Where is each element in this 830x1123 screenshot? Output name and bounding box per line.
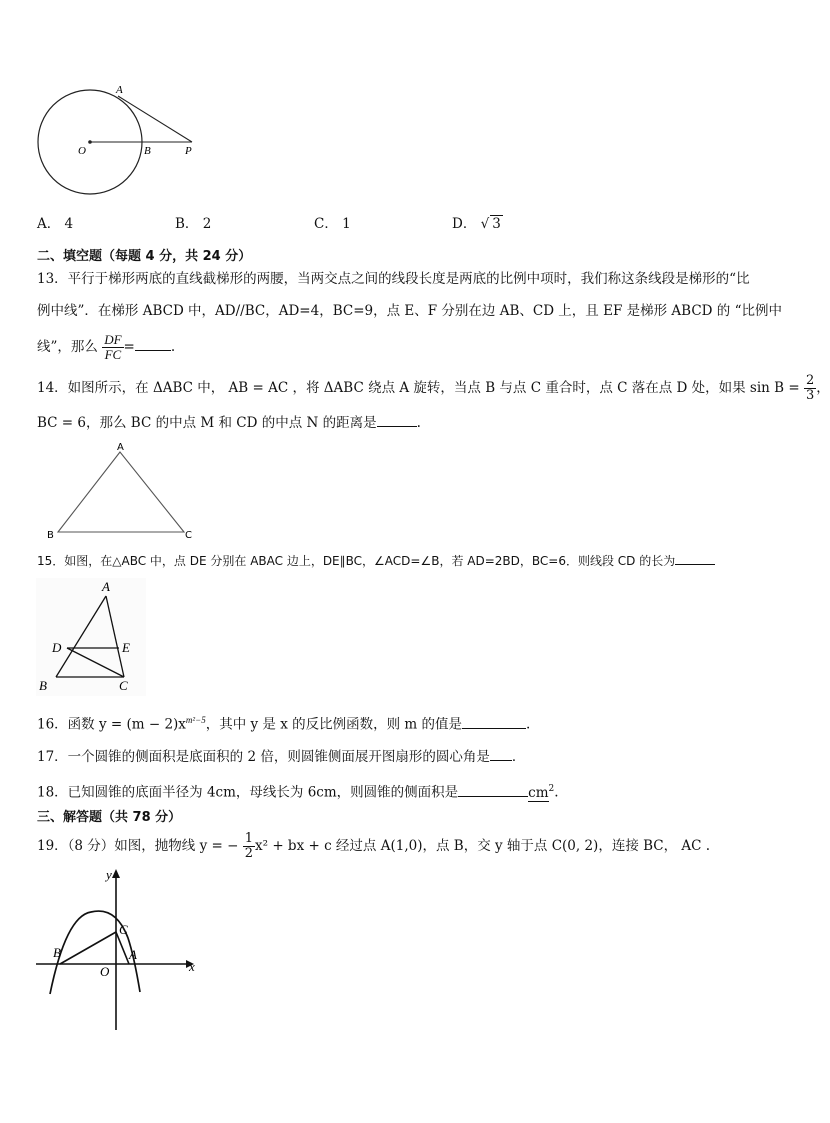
label-x: x <box>189 959 195 974</box>
option-d: D． √ 3 <box>452 216 501 232</box>
circle-tangent-figure <box>30 80 210 195</box>
q13-line2: 例中线”．在梯形 ABCD 中，AD//BC，AD=4，BC=9，点 E、F 分别在边 AB、CD 上，且 EF 是梯形 ABCD 的 “比例中 <box>37 303 782 319</box>
label-c: C <box>185 530 192 541</box>
answer-blank[interactable] <box>377 412 417 427</box>
label-b: B <box>53 945 61 960</box>
label-a: A <box>116 84 123 96</box>
option-c: C． 1 <box>314 216 351 232</box>
answer-blank[interactable] <box>462 714 526 729</box>
q14-line1: 14．如图所示，在 ΔABC 中， AB = AC ，将 ΔABC 绕点 A 旋转，当点 B 与点 C 重合时，点 C 落在点 D 处，如果 sin B = $\frac{2}{3}$ ， <box>37 373 830 403</box>
answer-blank[interactable] <box>675 550 715 565</box>
fraction: $\frac{2}{3}$ <box>805 373 815 403</box>
label-b: B <box>144 145 151 157</box>
q13-line3: 线”，那么 $\frac{DF}{FC}$ = . <box>37 332 176 362</box>
label-b: B <box>39 678 47 693</box>
label-a: A <box>129 947 137 962</box>
option-b: B． 2 <box>175 216 212 232</box>
q15-text: 15．如图，在△ABC 中，点 DE 分别在 ABAC 边上，DE∥BC，∠ACD=∠B，若 AD=2BD，BC=6．则线段 CD 的长为 <box>37 549 715 573</box>
q13-line1: 13．平行于梯形两底的直线截梯形的两腰，当两交点之间的线段长度是两底的比例中项时，我们称这条线段是梯形的“比 <box>37 271 750 287</box>
q17-text: 17．一个圆锥的侧面积是底面积的 2 倍，则圆锥侧面展开图扇形的圆心角是 ． <box>37 745 525 769</box>
label-a: A <box>117 442 124 453</box>
fraction: $\frac{DF}{FC}$ <box>104 332 122 362</box>
label-a: A <box>102 579 110 594</box>
triangle-de-figure <box>36 578 146 696</box>
sqrt-icon: √ <box>480 216 490 232</box>
answer-blank[interactable] <box>458 782 528 797</box>
triangle-figure <box>44 440 204 540</box>
q14-line2: BC = 6，那么 BC 的中点 M 和 CD 的中点 N 的距离是 . <box>37 411 421 435</box>
label-o: O <box>100 964 110 979</box>
fraction: $\frac{1}{2}$ <box>244 831 254 861</box>
label-c: C <box>119 678 128 693</box>
parabola-figure <box>36 866 206 1032</box>
q18-text: 18．已知圆锥的底面半径为 4cm，母线长为 6cm，则圆锥的侧面积是 $cm^2$. <box>37 777 559 805</box>
label-d: D <box>52 640 62 655</box>
option-a: A． 4 <box>37 216 74 232</box>
q16-text: 16．函数 $y = (m - 2)x^{m^2-5}$，其中 y 是 x 的反比例函数，则 m 的值是 . <box>37 715 531 733</box>
label-e: E <box>122 640 130 655</box>
label-o: O <box>78 145 86 157</box>
q19-text: 19．（8 分）如图，抛物线 y = − $\frac{1}{2}$ x² + bx + c 经过点 A(1,0)，点 B，交 y 轴于点 C(0, 2)，连接 BC， AC . <box>37 831 711 861</box>
answer-blank[interactable] <box>135 336 171 351</box>
label-b: B <box>47 530 54 541</box>
answer-blank[interactable] <box>490 746 512 761</box>
label-p: P <box>185 145 192 157</box>
label-y: y <box>106 867 112 882</box>
label-c: C <box>119 922 128 937</box>
section-heading-solutions: 三、解答题（共 78 分） <box>37 810 182 825</box>
section-heading-fill-in: 二、填空题（每题 4 分，共 24 分） <box>37 249 252 264</box>
